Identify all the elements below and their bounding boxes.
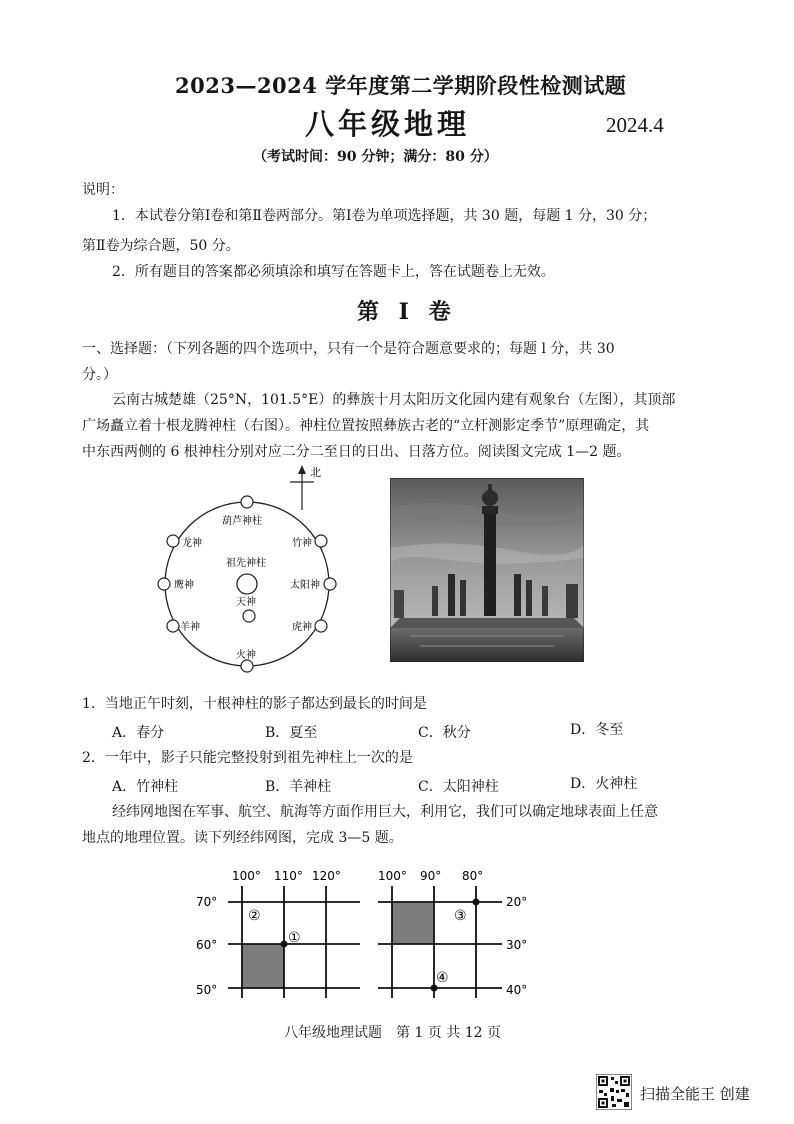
- label-zhu: 竹神: [292, 538, 312, 549]
- exam-info: （考试时间：90 分钟；满分：80 分）: [253, 149, 498, 165]
- north-label: 北: [310, 466, 321, 479]
- pillar-tian: [243, 610, 255, 622]
- pillar-zhu: [315, 535, 327, 547]
- grid-left-lon-120: 120°: [312, 869, 341, 883]
- instruction-item2: 2．所有题目的答案都必须填涂和填写在答题卡上，答在试题卷上无效。: [112, 264, 555, 280]
- section-title: 第 I 卷: [357, 299, 457, 325]
- observatory-diagram: [150, 462, 360, 682]
- grid-left-marker-2: ②: [248, 908, 261, 924]
- label-tian: 天神: [236, 597, 256, 608]
- label-hulu: 葫芦神柱: [222, 516, 262, 527]
- grid-left-marker-1: ①: [288, 930, 301, 946]
- question-2-option-a[interactable]: A．竹神柱: [112, 779, 179, 795]
- grid-left-lat-70: 70°: [196, 895, 218, 909]
- choice-header-cont: 分。）: [82, 367, 117, 383]
- qr-code-icon: [596, 1074, 632, 1110]
- grid-map-right: [372, 862, 552, 1004]
- label-yang: 羊神: [180, 622, 200, 633]
- label-huo: 火神: [236, 650, 256, 661]
- pillar-taiyang: [324, 578, 336, 590]
- choice-header: 一、选择题：（下列各题的四个选项中，只有一个是符合题意要求的；每题 l 分，共 30: [82, 341, 615, 357]
- grid-right-lon-80: 80°: [462, 869, 484, 883]
- grid-map-left: [190, 862, 370, 1004]
- grid-right-marker-3: ③: [454, 908, 467, 924]
- pillar-huo: [241, 660, 253, 672]
- instructions-label: 说明：: [82, 182, 124, 198]
- grid-left-shaded-cell: [242, 944, 284, 988]
- grid-right-marker-4: ④: [436, 970, 449, 986]
- pillar-hulu: [241, 496, 253, 508]
- pillar-zuxian: [237, 574, 257, 594]
- label-zuxian: 祖先神柱: [226, 558, 266, 569]
- passage2-line2: 地点的地理位置。读下列经纬网图，完成 3—5 题。: [82, 830, 403, 846]
- question-1-option-b[interactable]: B．夏至: [265, 725, 318, 741]
- grid-right-lat-30: 30°: [506, 938, 528, 952]
- exam-title: 2023—2024 学年度第二学期阶段性检测试题: [175, 73, 627, 98]
- grid-left-lon-100: 100°: [232, 869, 261, 883]
- question-1-stem: 1．当地正午时刻，十根神柱的影子都达到最长的时间是: [82, 696, 427, 712]
- subject-title: 八年级地理: [305, 107, 471, 141]
- grid-right-lon-100: 100°: [378, 869, 407, 883]
- passage1-line3: 中东西两侧的 6 根神柱分别对应二分二至日的日出、日落方位。阅读图文完成 1—2 题。: [82, 444, 631, 460]
- passage1-line2: 广场矗立着十根龙腾神柱（右图）。神柱位置按照彝族古老的“立杆测影定季节”原理确定，其: [82, 418, 650, 434]
- label-ying: 鹰神: [174, 580, 194, 591]
- question-1-option-a[interactable]: A．春分: [112, 725, 165, 741]
- question-2-option-d[interactable]: D．火神柱: [570, 776, 638, 792]
- label-taiyang: 太阳神: [290, 580, 320, 591]
- label-hu: 虎神: [292, 622, 312, 633]
- pillar-long: [167, 535, 179, 547]
- passage1-line1: 云南古城楚雄（25°N，101.5°E）的彝族十月太阳历文化园内建有观象台（左图），其顶部: [112, 392, 676, 408]
- grid-right-lon-90: 90°: [420, 869, 442, 883]
- question-2-option-b[interactable]: B．羊神柱: [265, 779, 332, 795]
- grid-left-lat-60: 60°: [196, 938, 218, 952]
- grid-right-shaded-cell: [392, 902, 434, 944]
- grid-left-lat-50: 50°: [196, 983, 218, 997]
- scanner-watermark-label: 扫描全能王 创建: [640, 1085, 750, 1103]
- passage2-line1: 经纬网地图在军事、航空、航海等方面作用巨大，利用它，我们可以确定地球表面上任意: [112, 804, 658, 820]
- question-1-option-d[interactable]: D．冬至: [570, 722, 624, 738]
- instruction-item1-cont: 第Ⅱ卷为综合题，50 分。: [82, 238, 240, 254]
- label-long: 龙神: [182, 538, 202, 549]
- page-footer: 八年级地理试题 第 1 页 共 12 页: [284, 1025, 501, 1041]
- pillar-yang: [167, 620, 179, 632]
- exam-date: 2024.4: [606, 113, 664, 137]
- grid-left-lon-110: 110°: [274, 869, 303, 883]
- grid-right-lat-20: 20°: [506, 895, 528, 909]
- instruction-item1: 1．本试卷分第Ⅰ卷和第Ⅱ卷两部分。第Ⅰ卷为单项选择题，共 30 题，每题 1 分，30 分；: [112, 208, 657, 224]
- pillar-photo: [390, 478, 584, 662]
- question-2-option-c[interactable]: C．太阳神柱: [418, 779, 499, 795]
- pillar-ying: [158, 578, 170, 590]
- grid-right-lat-40: 40°: [506, 983, 528, 997]
- question-1-option-c[interactable]: C．秋分: [418, 725, 471, 741]
- pillar-hu: [315, 620, 327, 632]
- question-2-stem: 2．一年中，影子只能完整投射到祖先神柱上一次的是: [82, 750, 413, 766]
